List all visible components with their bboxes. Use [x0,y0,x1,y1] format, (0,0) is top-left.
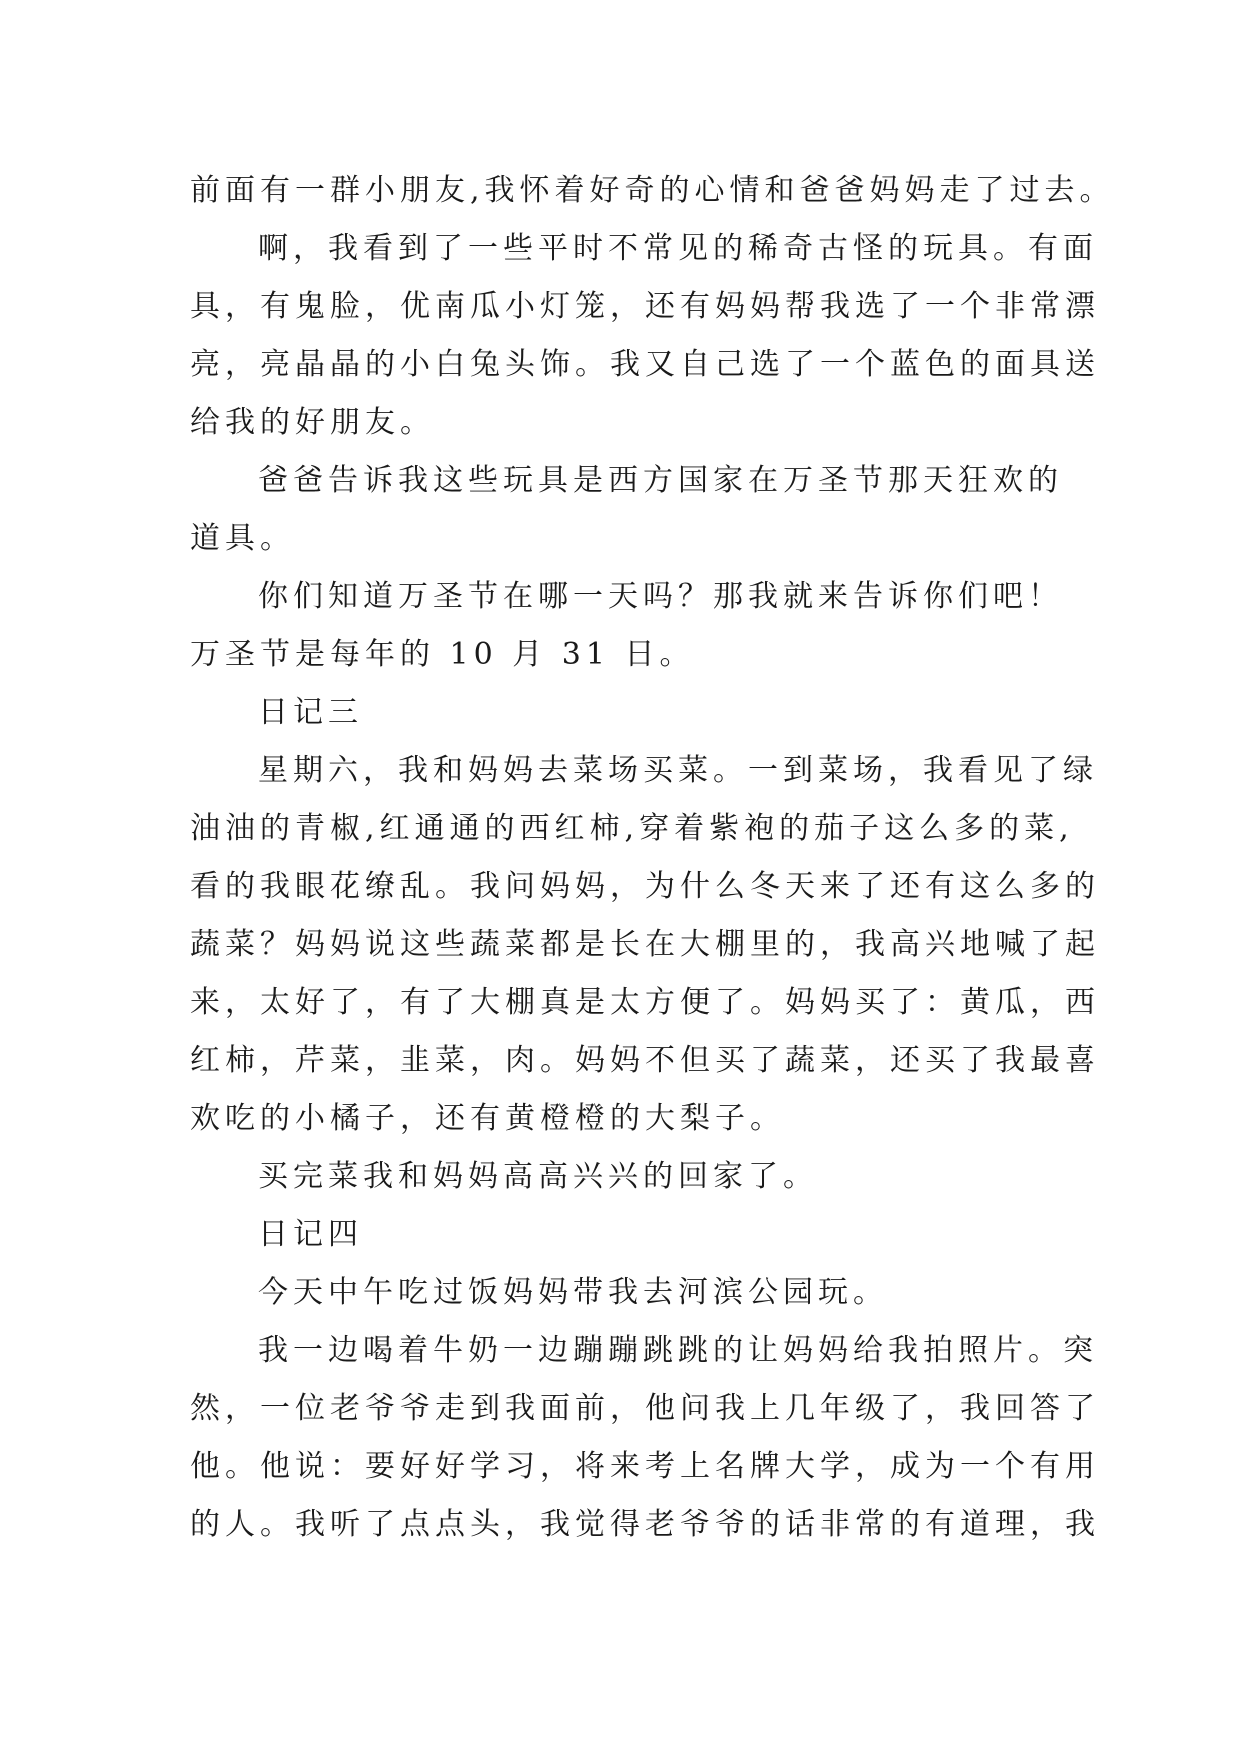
text-line: 啊，我看到了一些平时不常见的稀奇古怪的玩具。有面 [258,231,1098,266]
text-line: 买完菜我和妈妈高高兴兴的回家了。 [258,1159,818,1194]
section-heading: 日记三 [258,695,363,730]
text-line: 蔬菜？妈妈说这些蔬菜都是长在大棚里的，我高兴地喊了起 [190,927,1100,962]
text-line: 的人。我听了点点头，我觉得老爷爷的话非常的有道理，我 [190,1507,1100,1542]
text-line: 今天中午吃过饭妈妈带我去河滨公园玩。 [258,1275,888,1310]
document-body [190,162,1115,1554]
text-line: 欢吃的小橘子，还有黄橙橙的大梨子。 [190,1101,785,1136]
text-line: 给我的好朋友。 [190,405,435,440]
text-line: 然，一位老爷爷走到我面前，他问我上几年级了，我回答了 [190,1391,1100,1426]
text-line: 来，太好了，有了大棚真是太方便了。妈妈买了：黄瓜，西 [190,985,1100,1020]
text-line: 具，有鬼脸，优南瓜小灯笼，还有妈妈帮我选了一个非常漂 [190,289,1100,324]
text-line: 道具。 [190,521,295,556]
text-line: 你们知道万圣节在哪一天吗？那我就来告诉你们吧！ [258,579,1063,614]
text-line: 油油的青椒,红通通的西红柿,穿着紫袍的茄子这么多的菜, [190,811,1074,846]
text-line: 亮，亮晶晶的小白兔头饰。我又自己选了一个蓝色的面具送 [190,347,1100,382]
text-line: 前面有一群小朋友,我怀着好奇的心情和爸爸妈妈走了过去。 [190,173,1115,208]
text-line: 看的我眼花缭乱。我问妈妈，为什么冬天来了还有这么多的 [190,869,1100,904]
text-line: 爸爸告诉我这些玩具是西方国家在万圣节那天狂欢的 [258,463,1063,498]
section-heading: 日记四 [258,1217,363,1252]
text-line: 我一边喝着牛奶一边蹦蹦跳跳的让妈妈给我拍照片。突 [258,1333,1098,1368]
text-line: 他。他说：要好好学习，将来考上名牌大学，成为一个有用 [190,1449,1100,1484]
text-line: 红柿，芹菜，韭菜，肉。妈妈不但买了蔬菜，还买了我最喜 [190,1043,1100,1078]
text-line: 万圣节是每年的 10 月 31 日。 [190,637,695,672]
text-line: 星期六，我和妈妈去菜场买菜。一到菜场，我看见了绿 [258,753,1098,788]
